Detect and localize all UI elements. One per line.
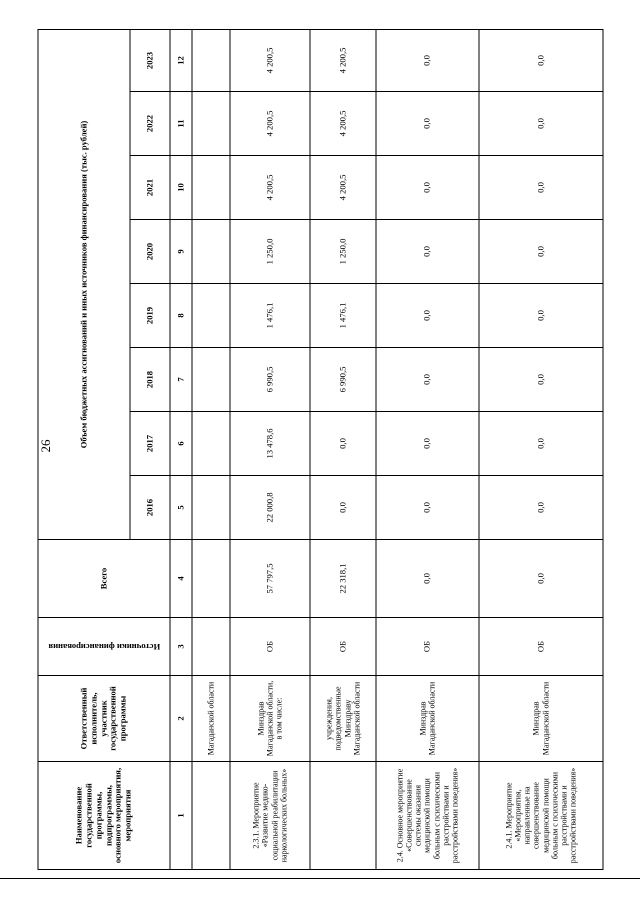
cell-responsible: Минздрав Магаданской области, в том числе:: [230, 676, 310, 762]
cell-value: 0,0: [479, 220, 603, 284]
cell-value: 4 200,5: [230, 92, 310, 156]
cell-responsible: учреждения, подведомственные Минздраву Магаданской области: [310, 676, 376, 762]
cell-value: 6 990,5: [310, 348, 376, 412]
cell-value: 0,0: [479, 412, 603, 476]
cell-value: [192, 412, 230, 476]
cell-responsible: Минздрав Магаданской области: [479, 676, 603, 762]
table-row: [192, 29, 230, 869]
cell-total: 0,0: [479, 540, 603, 618]
column-number: 2: [170, 676, 192, 762]
cell-value: 0,0: [376, 476, 479, 540]
header-year: 2020: [130, 220, 170, 284]
header-year: 2016: [130, 476, 170, 540]
cell-total: [192, 540, 230, 618]
header-responsible: Ответственный исполнитель, участник государственной программы: [38, 676, 170, 762]
cell-source: ОБ: [479, 618, 603, 676]
cell-value: 0,0: [376, 284, 479, 348]
cell-value: [192, 348, 230, 412]
column-number: 1: [170, 762, 192, 870]
rotated-table-wrapper: [38, 30, 603, 870]
header-year: 2022: [130, 92, 170, 156]
header-row-1: [38, 29, 130, 869]
column-number: 12: [170, 29, 192, 91]
cell-value: [192, 92, 230, 156]
header-source-text: Источники финансирования: [48, 642, 160, 653]
cell-value: [192, 284, 230, 348]
cell-source: ОБ: [376, 618, 479, 676]
cell-value: 13 478,6: [230, 412, 310, 476]
financing-table: [38, 29, 604, 870]
cell-value: 1 250,0: [310, 220, 376, 284]
cell-value: 0,0: [376, 92, 479, 156]
cell-value: 4 200,5: [310, 92, 376, 156]
cell-value: 0,0: [376, 156, 479, 220]
header-year: 2021: [130, 156, 170, 220]
cell-value: 0,0: [376, 412, 479, 476]
cell-name: 2.3.1. Мероприятие «Развитие медико-социальной реабилитации наркологических больных»: [230, 762, 310, 870]
cell-value: [192, 220, 230, 284]
header-years-group: Объем бюджетных ассигнований и иных источников финансирования (тыс. рублей): [38, 29, 130, 539]
column-number: 8: [170, 284, 192, 348]
cell-value: 1 476,1: [230, 284, 310, 348]
column-number: 5: [170, 476, 192, 540]
cell-value: 0,0: [376, 220, 479, 284]
cell-name: 2.4. Основное мероприятие «Совершенствование системы оказания медицинской помощи больным с психическими расстройствами и расстройствами поведения»: [376, 762, 479, 870]
cell-total: 22 318,1: [310, 540, 376, 618]
table-row: [376, 29, 479, 869]
header-total: Всего: [38, 540, 170, 618]
cell-value: [192, 156, 230, 220]
table-row: [479, 29, 603, 869]
cell-value: 4 200,5: [310, 29, 376, 91]
column-number: 11: [170, 92, 192, 156]
cell-value: 0,0: [479, 476, 603, 540]
column-numbers-row: [170, 29, 192, 869]
header-year: 2023: [130, 29, 170, 91]
cell-value: 0,0: [479, 156, 603, 220]
table-row: [310, 29, 376, 869]
column-number: 4: [170, 540, 192, 618]
column-number: 9: [170, 220, 192, 284]
cell-source: [192, 618, 230, 676]
cell-value: 22 000,8: [230, 476, 310, 540]
column-number: 7: [170, 348, 192, 412]
cell-value: 1 476,1: [310, 284, 376, 348]
cell-value: 4 200,5: [310, 156, 376, 220]
bottom-rule: [0, 878, 640, 879]
cell-value: [192, 29, 230, 91]
cell-value: 0,0: [479, 284, 603, 348]
column-number: 6: [170, 412, 192, 476]
cell-value: 0,0: [479, 92, 603, 156]
cell-total: 57 797,5: [230, 540, 310, 618]
cell-responsible: Магаданской области: [192, 676, 230, 762]
page-number: 26: [38, 439, 53, 453]
header-source: [38, 618, 170, 676]
header-year: 2018: [130, 348, 170, 412]
header-name: Наименование государственной программы, подпрограммы, основного мероприятия, мероприятия: [38, 762, 170, 870]
cell-value: 6 990,5: [230, 348, 310, 412]
cell-value: 0,0: [376, 348, 479, 412]
cell-responsible: Минздрав Магаданской области: [376, 676, 479, 762]
cell-value: 0,0: [310, 412, 376, 476]
cell-source: ОБ: [310, 618, 376, 676]
cell-name: [310, 762, 376, 870]
cell-value: 0,0: [310, 476, 376, 540]
cell-name: 2.4.1. Мероприятие «Мероприятия, направленные на совершенствование медицинской помощи больным с психическими расстройствами и расстройствами поведения»: [479, 762, 603, 870]
cell-value: 1 250,0: [230, 220, 310, 284]
column-number: 10: [170, 156, 192, 220]
cell-name: [192, 762, 230, 870]
cell-source: ОБ: [230, 618, 310, 676]
header-year: 2019: [130, 284, 170, 348]
cell-value: [192, 476, 230, 540]
cell-value: 4 200,5: [230, 156, 310, 220]
cell-value: 0,0: [479, 29, 603, 91]
cell-value: 4 200,5: [230, 29, 310, 91]
header-year: 2017: [130, 412, 170, 476]
column-number: 3: [170, 618, 192, 676]
cell-value: 0,0: [376, 29, 479, 91]
table-row: [230, 29, 310, 869]
cell-value: 0,0: [479, 348, 603, 412]
cell-total: 0,0: [376, 540, 479, 618]
